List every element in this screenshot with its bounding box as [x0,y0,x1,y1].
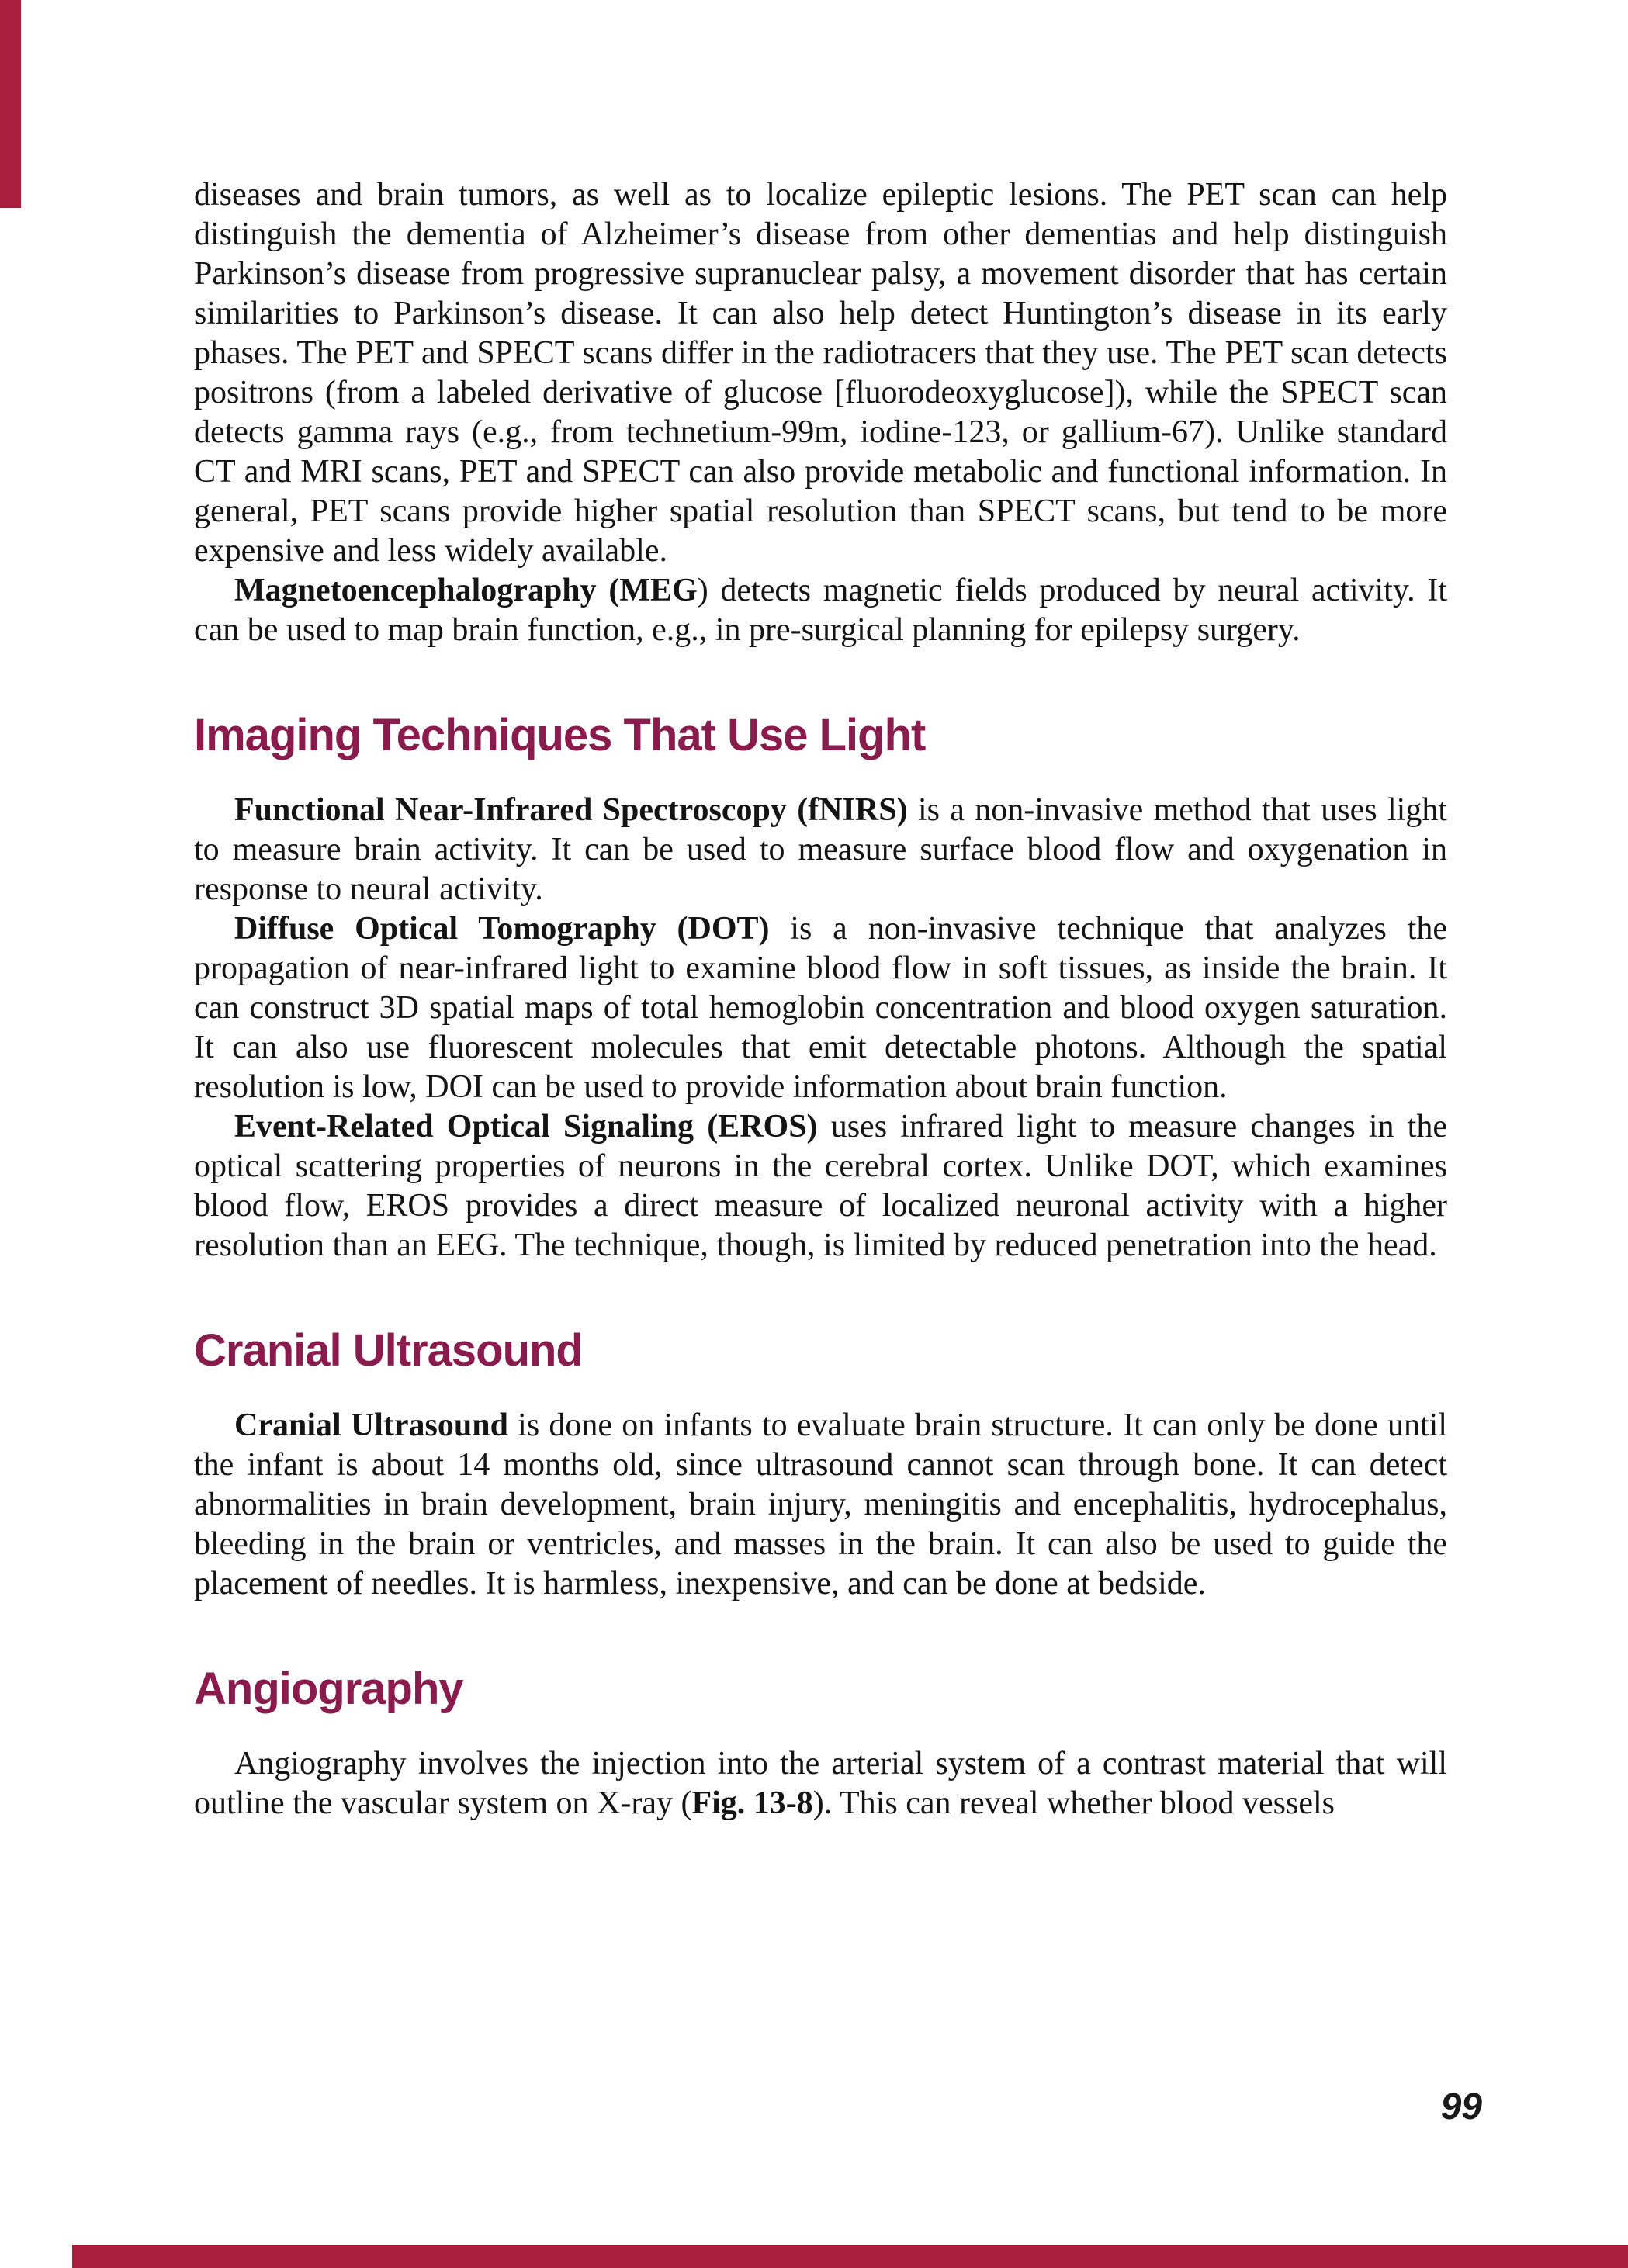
chapter-bleed-bar-top-left [0,0,21,208]
paragraph-dot: Diffuse Optical Tomography (DOT) is a non-invasive technique that analyzes the propagation of near-infrared light to examine blood flow in soft tissues, as inside the brain. It can construct 3D spatial maps of total hemoglobin concentration and blood oxygen saturation. It can also use fluorescent molecules that emit detectable photons. Although the spatial resolution is low, DOI can be used to provide information about brain function. [194,911,1447,1105]
chapter-bleed-bar-bottom [72,2245,1628,2268]
paragraph-cranial-ultrasound: Cranial Ultrasound is done on infants to evaluate brain structure. It can only be done until the infant is about 14 months old, since ultrasound cannot scan through bone. It can detect abnormalities in brain development, brain injury, meningitis and encephalitis, hydrocephalus, bleeding in the brain or ventricles, and masses in the brain. It can also be used to guide the placement of needles. It is harmless, inexpensive, and can be done at bedside. [194,1408,1448,1601]
paragraph-fnirs: Functional Near-Infrared Spectroscopy (fNIRS) is a non-invasive method that uses light to measure brain activity. It can be used to measure surface blood flow and oxygenation in response to neural activity. [194,792,1447,907]
heading-imaging-techniques-light: Imaging Techniques That Use Light [194,710,926,760]
paragraph-meg: Magnetoencephalography (MEG) detects magnetic fields produced by neural activity. It can be used to map brain function, e.g., in pre-surgical planning for epilepsy surgery. [194,573,1447,648]
page-number: 99 [1440,2086,1482,2128]
text-column [194,175,1447,1823]
paragraph-pet-spect: diseases and brain tumors, as well as to localize epileptic lesions. The PET scan can help distinguish the dementia of Alzheimer’s disease from other dementias and help distinguish Parkinson’s disease from progressive supranuclear palsy, a movement disorder that has certain similarities to Parkinson’s disease. It can also help detect Huntington’s disease in its early phases. The PET and SPECT scans differ in the radiotracers that they use. The PET scan detects positrons (from a labeled derivative of glucose [fluorodeoxyglucose]), while the SPECT scan detects gamma rays (e.g., from technetium-99m, iodine-123, or gallium-67). Unlike standard CT and MRI scans, PET and SPECT can also provide metabolic and functional information. In general, PET scans provide higher spatial resolution than SPECT scans, but tend to be more expensive and less widely available. [194,177,1447,569]
paragraph-angiography: Angiography involves the injection into the arterial system of a contrast material that will outline the vascular system on X-ray (Fig. 13-8). This can reveal whether blood vessels [194,1746,1447,1821]
heading-angiography: Angiography [194,1664,463,1714]
heading-cranial-ultrasound: Cranial Ultrasound [194,1325,583,1376]
paragraph-eros: Event-Related Optical Signaling (EROS) uses infrared light to measure changes in the optical scattering properties of neurons in the cerebral cortex. Unlike DOT, which examines blood flow, EROS provides a direct measure of localized neuronal activity with a higher resolution than an EEG. The technique, though, is limited by reduced penetration into the head. [194,1109,1447,1263]
